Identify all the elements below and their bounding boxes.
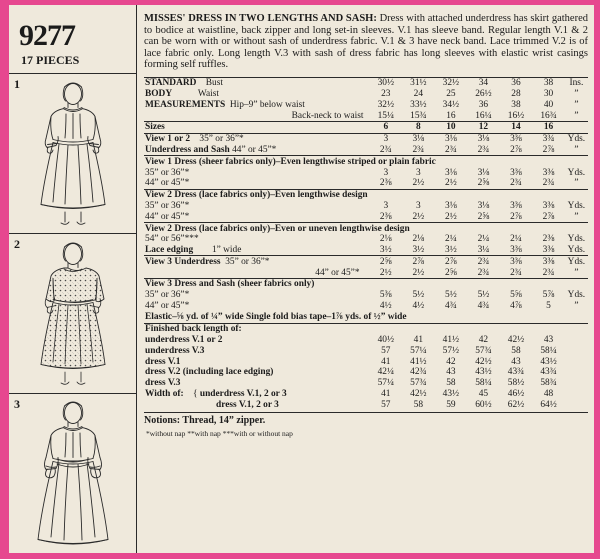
table-row (144, 100, 588, 111)
finished-title: Finished back length of: (144, 323, 588, 334)
cell-unit: Yds. (565, 256, 588, 267)
cell: 2¾ (542, 267, 555, 278)
cell: 23 (381, 89, 391, 100)
cell: 4¾ (477, 300, 490, 311)
cell: 30½ (370, 77, 403, 88)
description-heading: MISSES' DRESS IN TWO LENGTHS AND SASH: (144, 13, 377, 24)
dress-sketch-view-1 (23, 78, 123, 230)
cell: 2¾ (510, 267, 522, 278)
cell: 2⅞ (402, 256, 435, 267)
row-sub: 35” or 36”* (225, 256, 270, 267)
cell: 2¾ (412, 145, 425, 156)
view-2-illustration (9, 233, 137, 393)
cell: 2⅝ (370, 256, 403, 267)
cell: 58 (511, 345, 521, 356)
table-row (144, 323, 588, 334)
cell: 3 (383, 200, 389, 211)
cell: 3½ (379, 245, 392, 256)
view-3-label: 3 (14, 397, 20, 411)
cell: 43 (543, 334, 554, 345)
table-row (144, 367, 588, 378)
table-row (144, 279, 588, 290)
cell: 16¼ (475, 110, 492, 121)
cell: 2⅝ (477, 211, 490, 222)
table-row (144, 256, 588, 267)
cell: 16½ (507, 110, 525, 121)
cell: 32½ (377, 99, 394, 110)
cell: 2⅞ (435, 256, 468, 267)
cell: 2⅞ (510, 211, 522, 222)
cell: 2¼ (477, 234, 490, 245)
block-title: View 3 Dress and Sash (sheer fabrics only) (144, 279, 588, 290)
table-row (144, 77, 588, 88)
table-row (144, 301, 588, 312)
row-sub: 35” or 36”* (199, 134, 244, 145)
row-label: underdress V.3 (145, 345, 205, 356)
cell: 8 (402, 122, 435, 134)
table-row (144, 245, 588, 256)
cell: 58 (413, 399, 424, 410)
cell: 42 (446, 356, 456, 367)
table-row (144, 201, 588, 212)
cell: 43½ (475, 367, 492, 378)
row-label: Lace edging (145, 245, 194, 256)
cell: 3¼ (477, 245, 490, 256)
cell: 57½ (442, 345, 460, 356)
hip-label: Hip–9” below waist (229, 99, 305, 110)
cell: 3 (415, 167, 421, 178)
cell-unit: Yds. (567, 245, 586, 256)
cell: 3⅜ (500, 133, 533, 144)
cell: 41½ (410, 356, 427, 367)
cell: 36 (500, 77, 533, 88)
cell: 3½ (412, 245, 425, 256)
cell: 4¾ (445, 300, 457, 311)
cell: 58¼ (540, 345, 557, 356)
cell: 2¼ (445, 234, 457, 245)
cell: 2¾ (542, 178, 555, 189)
cell: 3⅜ (510, 245, 522, 256)
cell: 24 (413, 89, 424, 100)
cell: 43½ (442, 388, 460, 399)
back-neck-label: Back-neck to waist (291, 110, 364, 121)
cell: 57¼ (377, 378, 394, 389)
cell: 43¾ (540, 367, 557, 378)
cell-unit: Yds. (567, 290, 586, 301)
cell-unit: Yds. (567, 167, 586, 178)
cell-unit: ” (574, 89, 579, 100)
cell: 38 (532, 77, 565, 88)
cell: 46½ (507, 388, 525, 399)
cell: 59 (446, 399, 456, 410)
table-row (144, 110, 588, 121)
block-title: View 2 Dress (lace fabrics only)–Even lengthwise design (144, 189, 588, 200)
cell: 6 (370, 122, 403, 134)
cell: 31½ (402, 77, 435, 88)
cell: 2⅞ (542, 145, 555, 156)
table-row (144, 335, 588, 346)
envelope-paper (9, 5, 594, 553)
cell: 3 (370, 133, 403, 144)
cell: 2¼ (510, 234, 522, 245)
cell: 43 (446, 367, 456, 378)
cell: 3 (415, 200, 421, 211)
cell: 3⅛ (477, 200, 490, 211)
cell: 3⅛ (477, 167, 490, 178)
cell: 2¾ (445, 145, 457, 156)
row-label: underdress V.1, 2 or 3 (199, 388, 287, 399)
cell: 5⅜ (379, 290, 392, 301)
cell: 15¾ (410, 110, 427, 121)
cell: 43½ (540, 356, 557, 367)
cell: 58½ (507, 378, 525, 389)
piece-count: 17 PIECES (21, 53, 80, 67)
cell: 16¾ (540, 110, 557, 121)
sizes-label: Sizes (144, 122, 370, 134)
table-row (144, 290, 588, 301)
cell: 42¼ (377, 367, 394, 378)
cell: 2¾ (510, 178, 522, 189)
cell: 4½ (412, 300, 425, 311)
cell: 3⅜ (510, 167, 522, 178)
cell: 41 (381, 356, 391, 367)
cell-unit: ” (574, 99, 579, 110)
cell: 42½ (475, 356, 492, 367)
envelope-edge-right (594, 0, 600, 559)
row-sub: 44” or 45”* (145, 300, 190, 311)
cell: 62½ (507, 399, 525, 410)
cell: 2⅛ (412, 234, 425, 245)
illustration-column (9, 5, 137, 553)
cell: 14 (500, 122, 533, 134)
table-row (144, 133, 588, 144)
cell: 3⅜ (500, 256, 533, 267)
cell: 64½ (540, 399, 557, 410)
cell: 5½ (477, 290, 490, 301)
cell: 25 (446, 89, 456, 100)
row-sub: 35” or 36”* (145, 200, 190, 211)
table-row (144, 267, 588, 278)
row-label: dress V.3 (145, 378, 181, 389)
cell: 58 (446, 378, 456, 389)
cell: 5 (546, 300, 551, 311)
measurements-label: MEASUREMENTS (145, 99, 226, 110)
cell: 42 (478, 334, 489, 345)
row-label: dress V.2 (including lace edging) (145, 367, 274, 378)
table-row: Width of: { underdress V.1, 2 or 3 41 42½ 43½ 45 46½ 48 (144, 388, 588, 399)
row-label: underdress V.1 or 2 (145, 334, 223, 345)
row-sub: 44” or 45”* (145, 178, 190, 189)
dress-sketch-view-3 (23, 398, 123, 550)
cell: 34 (467, 77, 500, 88)
table-row (144, 234, 588, 245)
waist-label: Waist (197, 89, 219, 100)
cell: 58¾ (540, 378, 557, 389)
cell-unit: ” (574, 178, 579, 189)
cell: 2½ (412, 211, 425, 222)
sizes-row (144, 122, 588, 134)
envelope-edge-bottom (0, 553, 600, 559)
cell: 43 (511, 356, 521, 367)
view-3-illustration (9, 393, 137, 553)
row-sub: 44” or 45”* (315, 267, 360, 278)
cell: 40 (543, 99, 554, 110)
cell: 57¾ (475, 345, 492, 356)
row-label: View 1 or 2 (145, 134, 191, 145)
cell: 12 (467, 122, 500, 134)
row-label: View 3 Underdress (145, 256, 221, 267)
cell: 48 (543, 388, 554, 399)
cell: 3⅛ (467, 133, 500, 144)
cell: 2⅛ (379, 234, 392, 245)
cell: 5⅞ (542, 290, 555, 301)
cell: 38 (511, 99, 521, 110)
cell: 30 (543, 89, 554, 100)
cell: 2½ (412, 267, 425, 278)
cell: 2⅜ (542, 234, 555, 245)
cell: 2¾ (467, 256, 500, 267)
notions-line: Notions: Thread, 14” zipper. (144, 412, 588, 426)
cell-unit: Yds. (565, 133, 588, 144)
pattern-number: 9277 (19, 19, 75, 52)
row-sub: 44” or 45”* (145, 211, 190, 222)
block-title: View 2 Dress (lace fabrics only)–Even or uneven lengthwise design (144, 223, 588, 234)
cell: 58¼ (475, 378, 492, 389)
row-sub: 1” wide (211, 245, 242, 256)
cell: 2½ (445, 178, 457, 189)
cell: 15¼ (377, 110, 394, 121)
table-row (144, 145, 588, 156)
cell: 2⅞ (510, 145, 522, 156)
row-label: Underdress and Sash (145, 145, 230, 156)
cell: 3½ (445, 245, 457, 256)
cell: 10 (435, 122, 468, 134)
cell: 3⅛ (435, 133, 468, 144)
view-1-illustration (9, 73, 137, 233)
cell: 40½ (377, 334, 394, 345)
envelope-edge-left (0, 0, 9, 559)
cell: 3⅜ (542, 245, 555, 256)
table-row (144, 156, 588, 167)
table-row (144, 167, 588, 178)
elastic-line: Elastic–⅝ yd. of ¼” wide Single fold bias tape–1⅞ yds. of ½” wide (145, 312, 407, 323)
body-label: BODY (145, 89, 173, 100)
cell: 43¾ (507, 367, 525, 378)
cell: 3⅜ (542, 200, 555, 211)
cell: 28 (511, 89, 521, 100)
cell: 16 (446, 110, 456, 121)
cell: 5½ (412, 290, 425, 301)
description-body: Dress with attached underdress has skirt gathered to bodice at waistline, back zipper and long set-in sleeves. V.1 has sleeve band. Regular length V.1 & 2 can be worn with or without sash of underdress fabric. V.1 & 3 have neck band. Lace trimmed V.2 is of lace fabric only. Long length V.3 with sash of dress fabric has long sleeves with elastic wrist casings forming self ruffles. (144, 13, 588, 71)
cell: 2⅞ (542, 211, 555, 222)
cell: 3⅛ (402, 133, 435, 144)
cell-unit: Yds. (567, 234, 586, 245)
cell: 2⅝ (477, 178, 490, 189)
cell: 4⅞ (510, 300, 522, 311)
cell-unit: ” (574, 211, 579, 222)
row-label: dress V.1, 2 or 3 (216, 399, 279, 410)
cell: 2½ (445, 211, 457, 222)
cell-unit: Ins. (565, 77, 588, 88)
table-row (144, 311, 588, 323)
cell: 42½ (507, 334, 525, 345)
cell: 57¼ (410, 345, 427, 356)
row-sub: 35” or 36”* (145, 290, 190, 301)
cell: 2¾ (477, 267, 490, 278)
cell: 3⅜ (510, 200, 522, 211)
cell-unit: ” (574, 145, 579, 156)
cell: 5⅝ (510, 290, 522, 301)
cell: 3⅜ (532, 256, 565, 267)
pattern-description (144, 13, 588, 71)
cell: 2¾ (477, 145, 490, 156)
cell: 41½ (442, 334, 460, 345)
table-row (144, 178, 588, 189)
width-label: Width of: (145, 388, 184, 399)
cell: 41 (413, 334, 424, 345)
view-1-label: 1 (14, 77, 20, 91)
bust-label: Bust (205, 78, 223, 89)
table-row (144, 189, 588, 200)
cell: 3⅜ (542, 167, 555, 178)
block-title: View 1 Dress (sheer fabrics only)–Even lengthwise striped or plain fabric (144, 156, 588, 167)
cell: 36 (478, 99, 489, 110)
cell: 57 (381, 399, 391, 410)
cell: 42¾ (410, 367, 427, 378)
cell: 45 (478, 388, 489, 399)
row-sub: 35” or 36”* (145, 167, 190, 178)
cell: 3⅛ (445, 200, 457, 211)
row-sub: 54” or 56”*** (145, 234, 199, 245)
information-column (138, 5, 594, 553)
table-row (144, 378, 588, 389)
cell: 2½ (412, 178, 425, 189)
cell: 42½ (410, 388, 427, 399)
cell: 60½ (475, 399, 492, 410)
cell: 5½ (445, 290, 457, 301)
cell: 57¾ (410, 378, 427, 389)
cell: 3⅛ (445, 167, 457, 178)
cell: 16 (532, 122, 565, 134)
cell: 2⅝ (445, 267, 457, 278)
view-2-label: 2 (14, 237, 20, 251)
table-row (144, 211, 588, 222)
standard-label: STANDARD (145, 78, 197, 89)
cell: 4½ (379, 300, 392, 311)
row-sub: 44” or 45”* (232, 145, 277, 156)
cell: 26½ (475, 89, 492, 100)
nap-footnote: *without nap **with nap ***with or without nap (146, 429, 293, 439)
cell: 3 (383, 167, 389, 178)
measurements-table (144, 77, 588, 410)
row-label: dress V.1 (145, 356, 181, 367)
cell-unit: ” (574, 267, 579, 278)
cell: 3¾ (532, 133, 565, 144)
cell: 2⅜ (379, 178, 392, 189)
table-row (144, 89, 588, 100)
table-row (144, 223, 588, 234)
cell: 2⅜ (379, 211, 392, 222)
table-row (144, 345, 588, 356)
dress-sketch-view-2 (23, 238, 123, 390)
cell: 41 (381, 388, 391, 399)
cell: 34½ (442, 99, 460, 110)
cell-unit: ” (574, 110, 579, 121)
table-row (144, 399, 588, 410)
cell: 2¾ (379, 145, 392, 156)
cell: 33½ (410, 99, 427, 110)
cell-unit: Yds. (567, 200, 586, 211)
cell: 32½ (435, 77, 468, 88)
cell-unit: ” (574, 300, 579, 311)
cell: 57 (381, 345, 391, 356)
table-row (144, 356, 588, 367)
cell: 2½ (379, 267, 392, 278)
